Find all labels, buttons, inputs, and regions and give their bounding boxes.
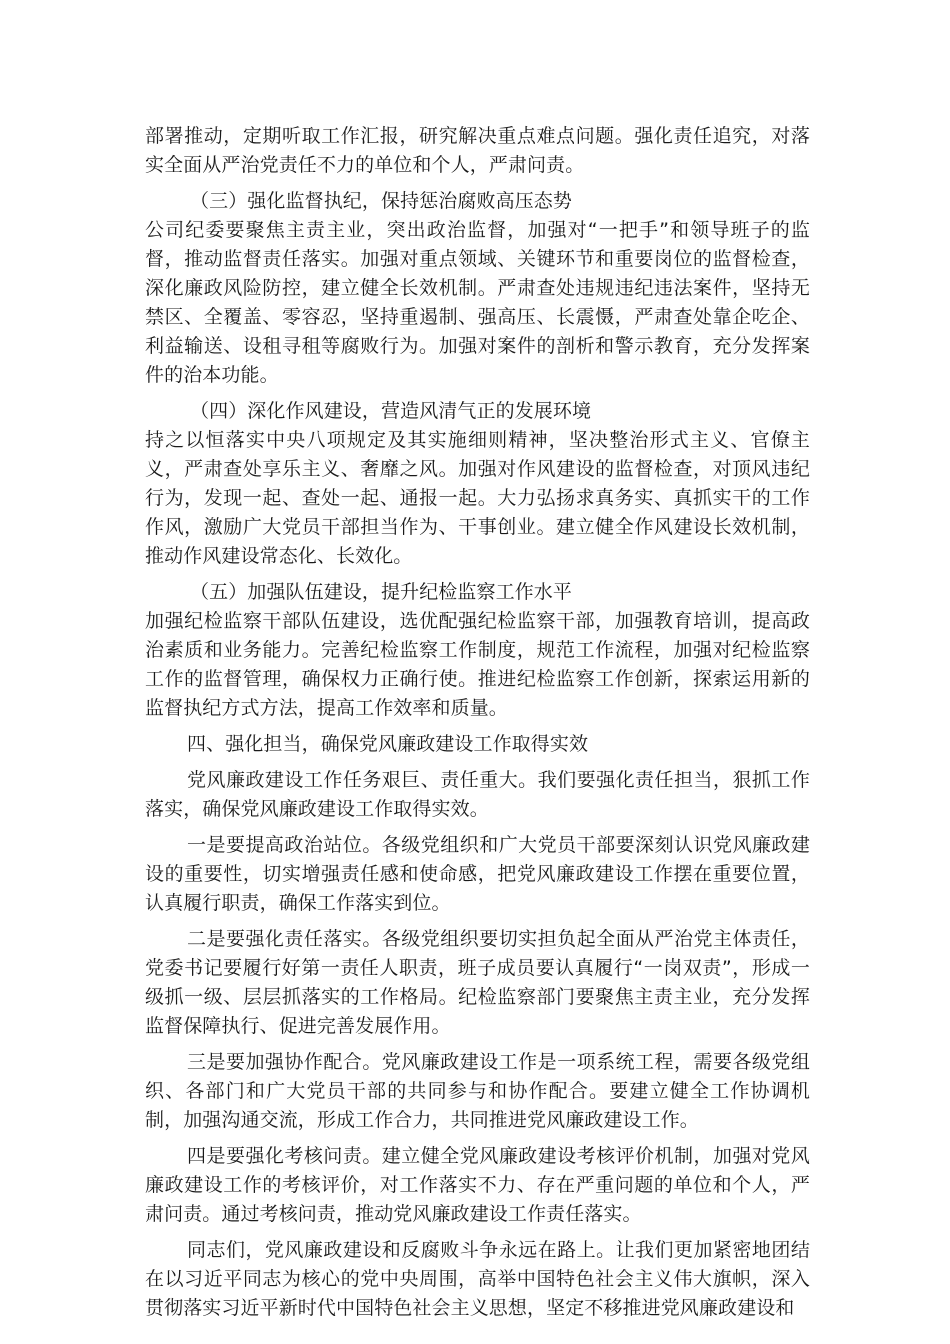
paragraph-responsibility: 党风廉政建设工作任务艰巨、责任重大。我们要强化责任担当，狠抓工作落实，确保党风廉政建设工作取得实效。 [145, 769, 810, 820]
subsection-heading-5: （五）加强队伍建设，提升纪检监察工作水平 [190, 581, 573, 603]
subsection-heading-3: （三）强化监督执纪，保持惩治腐败高压态势 [190, 190, 573, 212]
paragraph-point-1: 一是要提高政治站位。各级党组织和广大党员干部要深刻认识党风廉政建设的重要性，切实增强责任感和使命感，把党风廉政建设工作摆在重要位置，认真履行职责，确保工作落实到位。 [145, 834, 810, 914]
paragraph-point-3: 三是要加强协作配合。党风廉政建设工作是一项系统工程，需要各级党组织、各部门和广大党员干部的共同参与和协作配合。要建立健全工作协调机制，加强沟通交流，形成工作合力，共同推进党风廉政建设工作。 [145, 1051, 810, 1131]
paragraph-closing: 同志们，党风廉政建设和反腐败斗争永远在路上。让我们更加紧密地团结在以习近平同志为核心的党中央周围，高举中国特色社会主义伟大旗帜，深入贯彻落实习近平新时代中国特色社会主义思想，坚定不移推进党风廉政建设和 [145, 1239, 810, 1319]
paragraph-supervision: 公司纪委要聚焦主责主业，突出政治监督，加强对“一把手”和领导班子的监督，推动监督责任落实。加强对重点领域、关键环节和重要岗位的监督检查，深化廉政风险防控，建立健全长效机制。严肃查处违规违纪违法案件，坚持无禁区、全覆盖、零容忍，坚持重遏制、强高压、长震慑，严肃查处靠企吃企、利益输送、设租寻租等腐败行为。加强对案件的剖析和警示教育，充分发挥案件的治本功能。 [145, 219, 810, 386]
paragraph-point-4: 四是要强化考核问责。建立健全党风廉政建设考核评价机制，加强对党风廉政建设工作的考核评价，对工作落实不力、存在严重问题的单位和个人，严肃问责。通过考核问责，推动党风廉政建设工作责任落实。 [145, 1145, 810, 1225]
paragraph-work-style: 持之以恒落实中央八项规定及其实施细则精神，坚决整治形式主义、官僚主义，严肃查处享乐主义、奢靡之风。加强对作风建设的监督检查，对顶风违纪行为，发现一起、查处一起、通报一起。大力弘扬求真务实、真抓实干的工作作风，激励广大党员干部担当作为、干事创业。建立健全作风建设长效机制，推动作风建设常态化、长效化。 [145, 429, 810, 567]
paragraph-team-building: 加强纪检监察干部队伍建设，选优配强纪检监察干部，加强教育培训，提高政治素质和业务能力。完善纪检监察工作制度，规范工作流程，加强对纪检监察工作的监督管理，确保权力正确行使。推进纪检监察工作创新，探索运用新的监督执纪方式方法，提高工作效率和质量。 [145, 610, 810, 719]
paragraph-continuation: 部署推动，定期听取工作汇报，研究解决重点难点问题。强化责任追究，对落实全面从严治党责任不力的单位和个人，严肃问责。 [145, 125, 810, 176]
subsection-heading-4: （四）深化作风建设，营造风清气正的发展环境 [190, 400, 592, 422]
paragraph-point-2: 二是要强化责任落实。各级党组织要切实担负起全面从严治党主体责任，党委书记要履行好第一责任人职责，班子成员要认真履行“一岗双责”，形成一级抓一级、层层抓落实的工作格局。纪检监察部门要聚焦主责主业，充分发挥监督保障执行、促进完善发展作用。 [145, 928, 810, 1037]
section-heading-4: 四、强化担当，确保党风廉政建设工作取得实效 [187, 733, 589, 755]
document-body [145, 122, 810, 1330]
